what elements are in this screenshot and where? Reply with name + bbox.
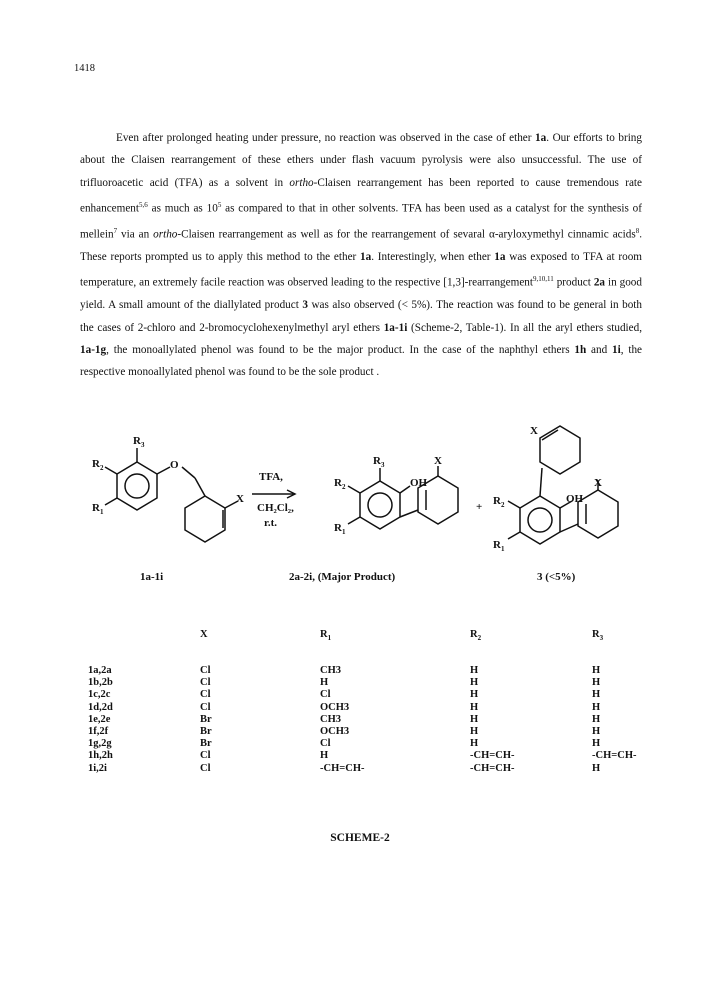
x-label-3a: X	[530, 425, 538, 437]
table-cell: -CH=CH-	[592, 750, 637, 762]
table-row	[88, 714, 662, 726]
table-row	[88, 726, 662, 738]
table-cell: 1e,2e	[88, 713, 111, 725]
table-row	[88, 738, 662, 750]
svg-text:2: 2	[501, 501, 505, 509]
oxygen-label: O	[170, 459, 179, 471]
table-header: $R_2$	[470, 629, 482, 643]
table-cell: OCH3	[320, 701, 350, 713]
table-cell: 1g,2g	[88, 738, 112, 750]
reagent-solvent: CH₂Cl₂,	[257, 502, 294, 514]
table-row	[88, 763, 662, 775]
major-product-structure	[348, 466, 458, 529]
r1-label-1: R	[92, 502, 100, 514]
svg-text:1: 1	[342, 528, 346, 536]
x-label-1: X	[236, 493, 244, 505]
x-label-3b: X	[594, 477, 602, 489]
table-cell: CH3	[320, 713, 341, 725]
substituent-table	[88, 629, 662, 775]
table-cell: H	[470, 677, 479, 689]
x-label-2: X	[434, 455, 442, 467]
label-starting-ether: 1a-1i	[140, 571, 164, 583]
table-cell: H	[592, 726, 601, 738]
table-cell: H	[320, 677, 329, 689]
table-cell: H	[470, 701, 479, 713]
table-cell: H	[320, 750, 329, 762]
table-cell: Cl	[320, 738, 331, 750]
table-cell: H	[470, 689, 479, 701]
table-cell: Cl	[200, 750, 211, 762]
svg-text:1: 1	[501, 545, 505, 553]
svg-text:2: 2	[342, 483, 346, 491]
table-cell: Cl	[320, 689, 331, 701]
table-cell: 1c,2c	[88, 689, 111, 701]
table-cell: H	[592, 665, 601, 676]
table-cell: 1h,2h	[88, 750, 113, 762]
r3-label-2: R	[373, 455, 381, 467]
table-cell: 1f,2f	[88, 726, 109, 738]
label-diallylated-product: 3 (<5%)	[537, 571, 576, 583]
scheme-title: SCHEME-2	[330, 832, 390, 844]
table-cell: Cl	[200, 762, 211, 774]
table-cell: 1d,2d	[88, 701, 113, 713]
table-cell: H	[592, 701, 601, 713]
table-cell: 1b,2b	[88, 677, 113, 689]
table-cell: -CH=CH-	[320, 762, 365, 774]
reagent-tfa: TFA,	[259, 471, 283, 483]
oh-label-2: OH	[410, 477, 428, 489]
table-cell: Cl	[200, 701, 211, 713]
r2-label-1: R	[92, 458, 100, 470]
table-cell: -CH=CH-	[470, 750, 515, 762]
table-row	[88, 689, 662, 701]
r1-label-3: R	[493, 539, 501, 551]
body-paragraph: Even after prolonged heating under pressure, no reaction was observed in the case of ether 1a. Our efforts to bring about the Claisen rearrangement of these ethers under flash vacuum pyrolysis were also unsuccessful. The use of trifluoroacetic acid (TFA) as a solvent in ortho-Claisen rearrangement has been reported to cause tremendous rate enhancement$^{5,6}$ as much as $10^5$ as compared to that in other solvents. TFA has been used as a catalyst for the synthesis of mellein$^7$ via an ortho-Claisen rearrangement as well as for the rearrangement of sevaral α-aryloxymethyl cinnamic acids$^8$. These reports prompted us to apply this method to the ether 1a. Interestingly, when ether 1a was exposed to TFA at room temperature, an extremely facile reaction was observed leading to the respective [1,3]-rearrangement$^{9,10,11}$ product 2a in good yield. A small amount of the diallylated product 3 was also observed (< 5%). The reaction was found to be general in both the cases of 2-chloro and 2-bromocyclohexenylmethyl aryl ethers 1a-1i (Scheme-2, Table-1). In all the aryl ethers studied, 1a-1g, the monoallylated phenol was found to be the major product. In the case of the naphthyl ethers 1h and 1i, the respective monoallylated phenol was found to be the sole product .	[80, 132, 643, 379]
svg-text:1: 1	[100, 508, 104, 516]
reaction-scheme	[80, 418, 640, 568]
table-cell: H	[592, 738, 601, 750]
table-cell: Cl	[200, 665, 211, 676]
table-cell: Cl	[200, 677, 211, 689]
table-cell: Br	[200, 738, 212, 750]
r1-label-2: R	[334, 522, 342, 534]
table-cell: -CH=CH-	[470, 762, 515, 774]
svg-text:3: 3	[141, 441, 145, 449]
table-header	[88, 629, 200, 657]
r3-label-1: R	[133, 435, 141, 447]
table-cell: 1i,2i	[88, 762, 107, 774]
table-header: $R_1$	[320, 629, 332, 643]
svg-text:2: 2	[100, 464, 104, 472]
table-row	[88, 657, 662, 677]
page-number: 1418	[74, 63, 95, 74]
table-header: X	[200, 629, 208, 640]
table-cell: H	[470, 713, 479, 725]
table-cell: H	[592, 677, 601, 689]
table-cell: Br	[200, 726, 212, 738]
table-cell: H	[592, 762, 601, 774]
label-major-product: 2a-2i, (Major Product)	[289, 571, 396, 583]
table-row	[88, 702, 662, 714]
svg-text:3: 3	[381, 461, 385, 469]
table-cell: H	[592, 713, 601, 725]
table-cell: CH3	[320, 665, 341, 676]
table-cell: OCH3	[320, 726, 350, 738]
table-header: $R_3$	[592, 629, 604, 643]
table-cell: H	[470, 726, 479, 738]
plus-sign: +	[476, 501, 483, 513]
table-cell: H	[592, 689, 601, 701]
scheme-drawing	[80, 418, 640, 568]
oh-label-3: OH	[566, 493, 584, 505]
reagent-temp: r.t.	[264, 517, 278, 529]
table-cell: H	[470, 738, 479, 750]
table-cell: Cl	[200, 689, 211, 701]
table-header-row	[88, 629, 662, 657]
table-row	[88, 750, 662, 762]
r2-label-2: R	[334, 477, 342, 489]
r2-label-3: R	[493, 495, 501, 507]
table-row	[88, 677, 662, 689]
table-cell: 1a,2a	[88, 665, 112, 676]
table-cell: H	[470, 665, 479, 676]
table-cell: Br	[200, 713, 212, 725]
